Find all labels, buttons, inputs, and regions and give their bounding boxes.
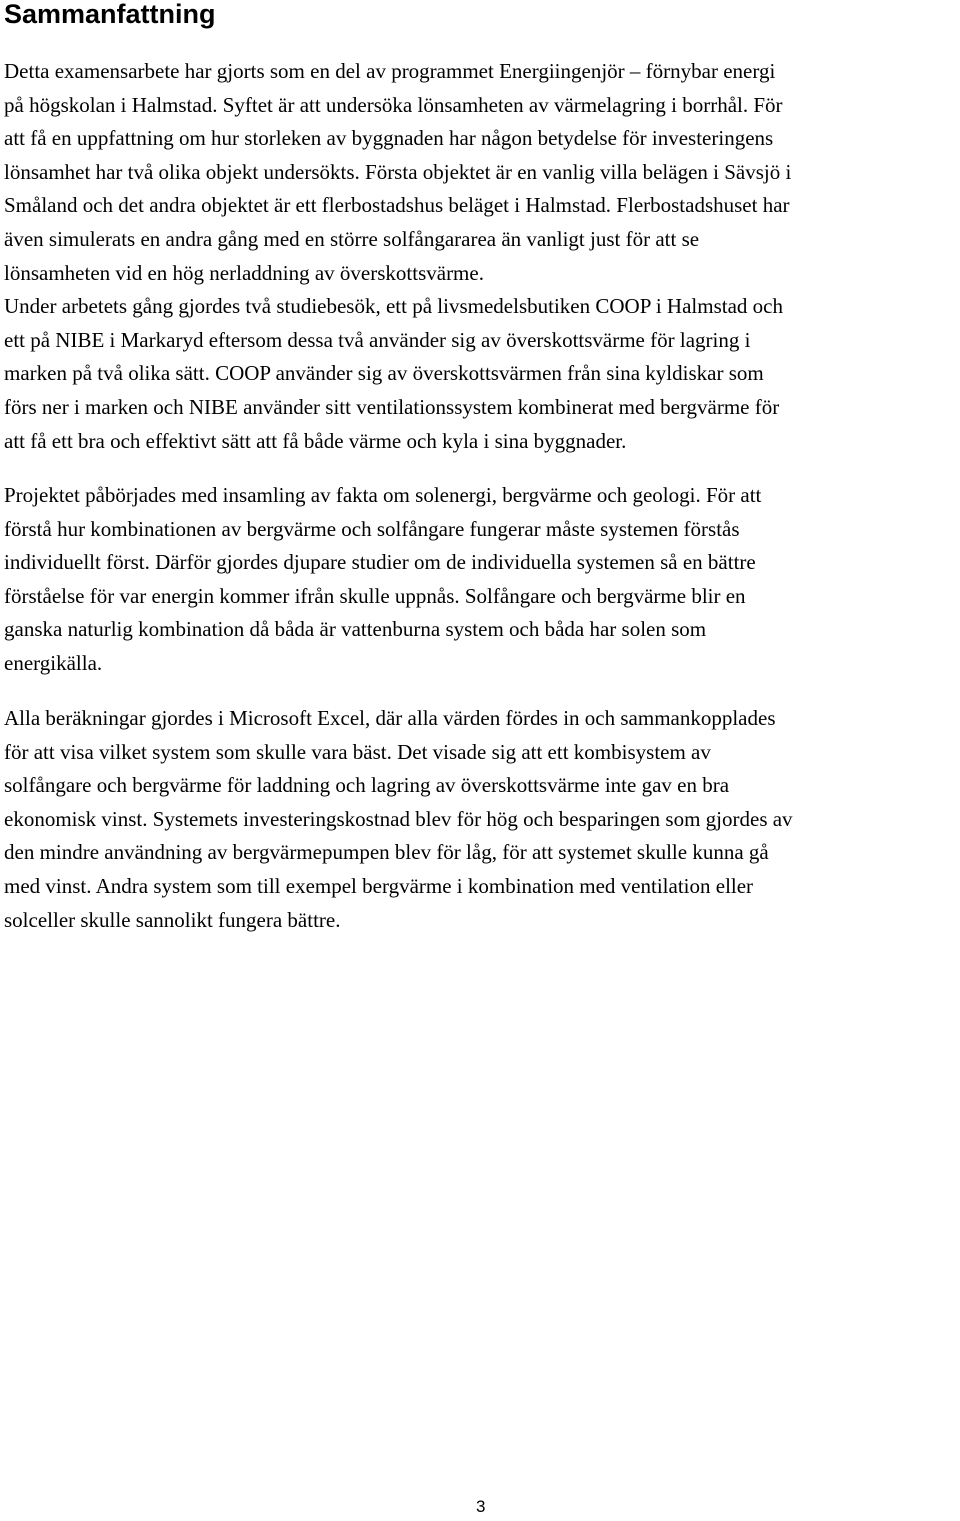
text-line: Projektet påbörjades med insamling av fakta om solenergi, bergvärme och geologi. För att bbox=[4, 483, 762, 507]
text-line: solfångare och bergvärme för laddning och lagring av överskottsvärme inte gav en bra bbox=[4, 773, 730, 798]
paragraph-method bbox=[4, 479, 761, 681]
text-line: Under arbetets gång gjordes två studiebesök, ett på livsmedelsbutiken COOP i Halmstad och bbox=[4, 294, 783, 319]
paragraph-introduction bbox=[4, 55, 791, 458]
text-line: marken på två olika sätt. COOP använder sig av överskottsvärmen från sina kyldiskar som bbox=[4, 361, 764, 386]
text-line: ekonomisk vinst. Systemets investeringskostnad blev för hög och besparingen som gjordes av bbox=[4, 806, 793, 831]
page-title: Sammanfattning bbox=[4, 0, 216, 29]
text-line: att få ett bra och effektivt sätt att få både värme och kyla i sina byggnader. bbox=[4, 428, 627, 453]
text-line: individuellt först. Därför gjordes djupare studier om de individuella systemen så en bättre bbox=[4, 550, 756, 575]
text-line: Detta examensarbete har gjorts som en del av programmet Energiingenjör – förnybar energi bbox=[4, 59, 776, 83]
text-line: även simulerats en andra gång med en större solfångararea än vanligt just för att se bbox=[4, 226, 700, 251]
page-number: 3 bbox=[476, 1497, 486, 1516]
text-line: ganska naturlig kombination då båda är vattenburna system och båda har solen som bbox=[4, 617, 707, 642]
text-line: Småland och det andra objektet är ett flerbostadshus beläget i Halmstad. Flerbostadshuset har bbox=[4, 193, 790, 218]
text-line: att få en uppfattning om hur storleken av byggnaden har någon betydelse för investeringens bbox=[4, 126, 774, 151]
text-line: med vinst. Andra system som till exempel bergvärme i kombination med ventilation eller bbox=[4, 873, 754, 898]
text-line: lönsamhet har två olika objekt undersökts. Första objektet är en vanlig villa belägen i Sävsjö i bbox=[4, 159, 792, 184]
text-line: förs ner i marken och NIBE använder sitt ventilationssystem kombinerat med bergvärme för bbox=[4, 394, 780, 419]
paragraph-results bbox=[4, 702, 793, 937]
text-line: på högskolan i Halmstad. Syftet är att undersöka lönsamheten av värmelagring i borrhål. För bbox=[4, 92, 783, 117]
text-line: Alla beräkningar gjordes i Microsoft Excel, där alla värden fördes in och sammankopplades bbox=[4, 706, 776, 730]
text-line: förståelse för var energin kommer ifrån skulle uppnås. Solfångare och bergvärme blir en bbox=[4, 583, 746, 608]
text-line: ett på NIBE i Markaryd eftersom dessa två använder sig av överskottsvärme för lagring i bbox=[4, 327, 751, 352]
text-line: solceller skulle sannolikt fungera bättre. bbox=[4, 907, 341, 932]
text-line: förstå hur kombinationen av bergvärme och solfångare fungerar måste systemen förstås bbox=[4, 516, 740, 541]
text-line: den mindre användning av bergvärmepumpen blev för låg, för att systemet skulle kunna gå bbox=[4, 840, 769, 865]
text-line: lönsamheten vid en hög nerladdning av överskottsvärme. bbox=[4, 260, 484, 285]
text-line: för att visa vilket system som skulle vara bäst. Det visade sig att ett kombisystem av bbox=[4, 739, 711, 764]
text-line: energikälla. bbox=[4, 650, 103, 675]
